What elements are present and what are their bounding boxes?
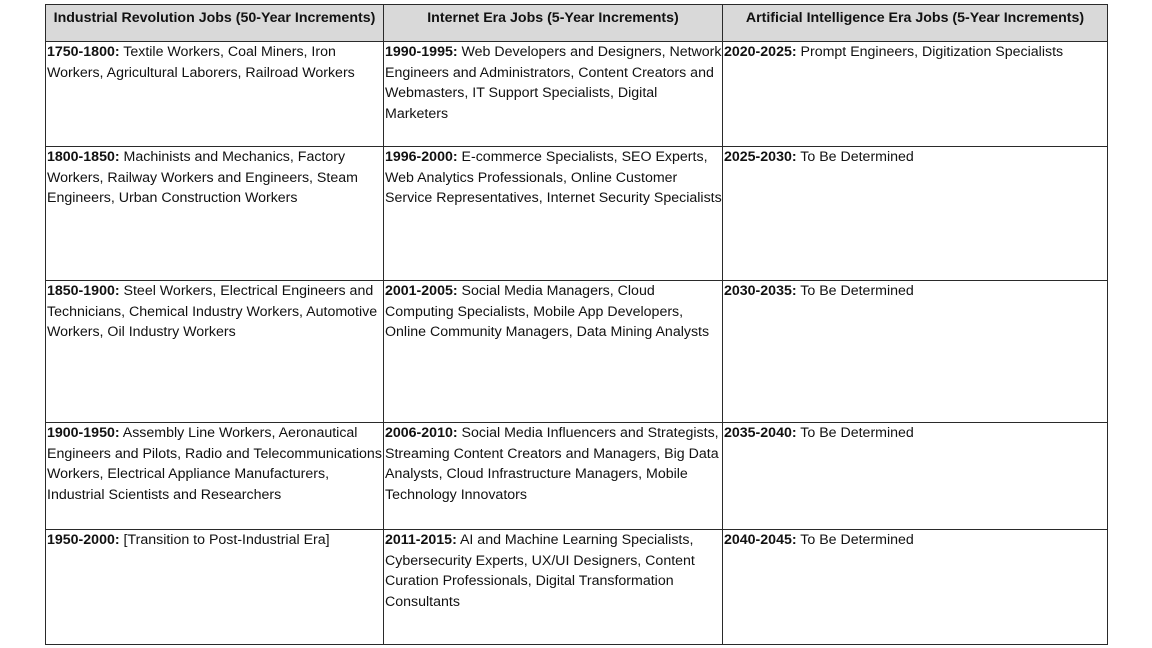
table-row xyxy=(46,281,1108,423)
jobs-text: AI and Machine Learning Specialists, Cybersecurity Experts, UX/UI Designers, Content Curation Professionals, Digital Transformation Consultants xyxy=(385,532,695,610)
period-label: 2040-2045: xyxy=(724,532,797,548)
period-label: 2006-2010: xyxy=(385,425,458,441)
header-internet-era: Internet Era Jobs (5-Year Increments) xyxy=(384,5,723,42)
jobs-text: Social Media Influencers and Strategists, Streaming Content Creators and Managers, Big Data Analysts, Cloud Infrastructure Managers, Mobile Technology Innovators xyxy=(385,425,719,503)
header-ai-era: Artificial Intelligence Era Jobs (5-Year Increments) xyxy=(723,5,1108,42)
ai-cell xyxy=(723,147,1108,281)
industrial-cell xyxy=(46,147,384,281)
internet-cell xyxy=(384,42,723,147)
period-label: 1996-2000: xyxy=(385,149,458,165)
jobs-text: Social Media Managers, Cloud Computing Specialists, Mobile App Developers, Online Community Managers, Data Mining Analysts xyxy=(385,283,710,341)
table-body xyxy=(46,42,1108,645)
industrial-cell xyxy=(46,530,384,645)
internet-cell xyxy=(384,530,723,645)
industrial-cell xyxy=(46,423,384,530)
internet-cell xyxy=(384,423,723,530)
table-row xyxy=(46,147,1108,281)
table-header xyxy=(46,5,1108,42)
internet-cell xyxy=(384,147,723,281)
jobs-text: To Be Determined xyxy=(796,283,914,299)
table-row xyxy=(46,423,1108,530)
jobs-text: To Be Determined xyxy=(796,149,914,165)
period-label: 2025-2030: xyxy=(724,149,797,165)
industrial-cell xyxy=(46,42,384,147)
period-label: 1850-1900: xyxy=(47,283,120,299)
table-row xyxy=(46,530,1108,645)
header-row xyxy=(46,5,1108,42)
table-row xyxy=(46,42,1108,147)
ai-cell xyxy=(723,42,1108,147)
jobs-text: Steel Workers, Electrical Engineers and Technicians, Chemical Industry Workers, Automotive Workers, Oil Industry Workers xyxy=(47,283,378,341)
jobs-text: Assembly Line Workers, Aeronautical Engineers and Pilots, Radio and Telecommunications Workers, Electrical Appliance Manufacturers, Industrial Scientists and Researchers xyxy=(47,425,382,503)
period-label: 1800-1850: xyxy=(47,149,120,165)
industrial-cell xyxy=(46,281,384,423)
period-label: 1990-1995: xyxy=(385,44,458,60)
period-label: 2035-2040: xyxy=(724,425,797,441)
jobs-comparison-table xyxy=(45,4,1108,645)
jobs-text: Web Developers and Designers, Network Engineers and Administrators, Content Creators and Webmasters, IT Support Specialists, Digital Marketers xyxy=(385,44,722,122)
jobs-text: Prompt Engineers, Digitization Specialists xyxy=(796,44,1064,60)
jobs-text: To Be Determined xyxy=(796,425,914,441)
ai-cell xyxy=(723,281,1108,423)
period-label: 1750-1800: xyxy=(47,44,120,60)
jobs-text: To Be Determined xyxy=(796,532,914,548)
jobs-text: [Transition to Post-Industrial Era] xyxy=(119,532,330,548)
jobs-text: Textile Workers, Coal Miners, Iron Workers, Agricultural Laborers, Railroad Workers xyxy=(47,44,355,81)
period-label: 2020-2025: xyxy=(724,44,797,60)
jobs-text: E-commerce Specialists, SEO Experts, Web Analytics Professionals, Online Customer Service Representatives, Internet Security Specialists xyxy=(385,149,722,207)
ai-cell xyxy=(723,530,1108,645)
internet-cell xyxy=(384,281,723,423)
period-label: 1950-2000: xyxy=(47,532,120,548)
header-industrial-revolution: Industrial Revolution Jobs (50-Year Increments) xyxy=(46,5,384,42)
period-label: 2001-2005: xyxy=(385,283,458,299)
period-label: 2011-2015: xyxy=(385,532,457,548)
ai-cell xyxy=(723,423,1108,530)
jobs-text: Machinists and Mechanics, Factory Workers, Railway Workers and Engineers, Steam Engineers, Urban Construction Workers xyxy=(47,149,358,207)
period-label: 1900-1950: xyxy=(47,425,120,441)
period-label: 2030-2035: xyxy=(724,283,797,299)
